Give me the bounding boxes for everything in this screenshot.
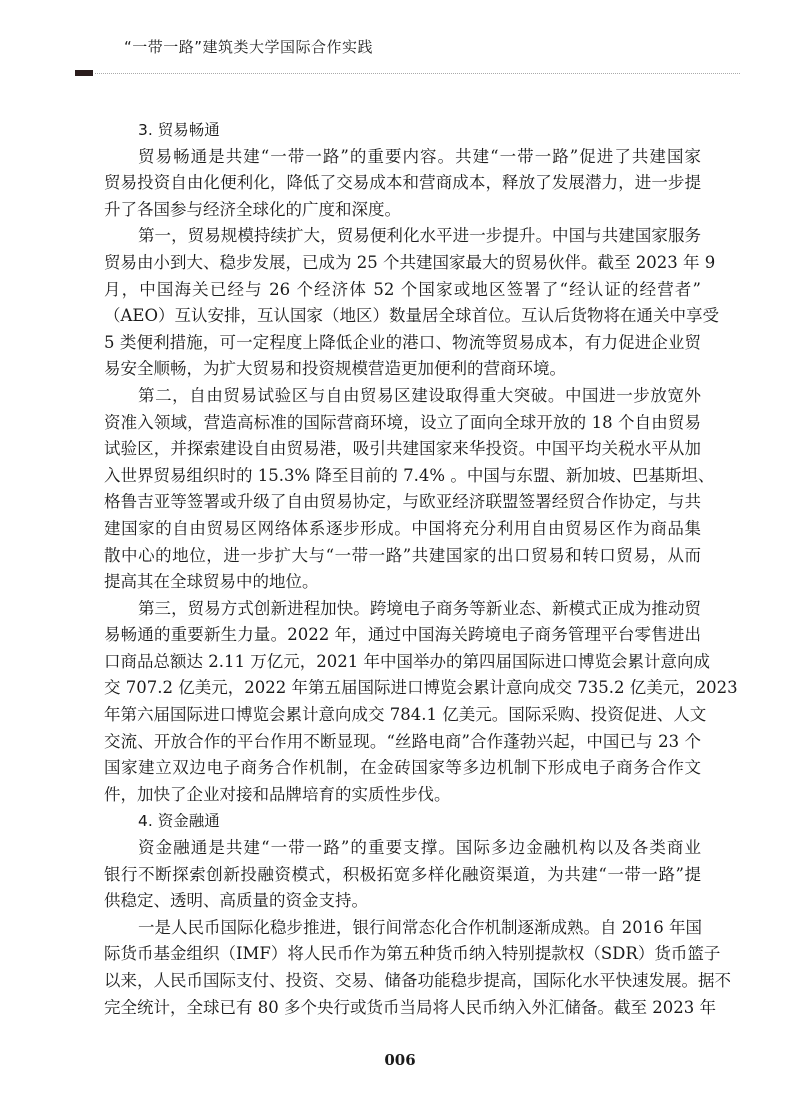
text-line: 件，加快了企业对接和品牌培育的实质性步伐。 <box>104 784 451 804</box>
body-text <box>104 117 738 1021</box>
text-line: 贸易由小到大、稳步发展，已成为 25 个共建国家最大的贸易伙伴。截至 2023 年 9 <box>104 252 716 272</box>
paragraph <box>104 223 719 383</box>
text-line: 际货币基金组织（IMF）将人民币作为第五种货币纳入特别提款权（SDR）货币篮子 <box>104 944 721 964</box>
text-line: 交 707.2 亿美元，2022 年第五届国际进口博览会累计意向成交 735.2 亿美元，2023 <box>104 678 738 698</box>
text-line: 散中心的地位，进一步扩大与“一带一路”共建国家的出口贸易和转口贸易，从而 <box>104 545 701 565</box>
text-line: 易畅通的重要新生力量。2022 年，通过中国海关跨境电子商务管理平台零售进出 <box>104 625 701 645</box>
text-line: 第一，贸易规模持续扩大，贸易便利化水平进一步提升。中国与共建国家服务 <box>138 226 701 246</box>
text-line: 升了各国参与经济全球化的广度和深度。 <box>104 199 401 219</box>
text-line: 国家建立双边电子商务合作机制，在金砖国家等多边机制下形成电子商务合作文 <box>104 758 701 778</box>
text-line: 贸易畅通是共建“一带一路”的重要内容。共建“一带一路”促进了共建国家 <box>138 146 701 166</box>
text-line: 口商品总额达 2.11 万亿元，2021 年中国举办的第四届国际进口博览会累计意向成 <box>104 651 710 671</box>
text-line: 完全统计，全球已有 80 多个央行或货币当局将人民币纳入外汇储备。截至 2023 年 <box>104 997 716 1017</box>
text-line: 第二，自由贸易试验区与自由贸易区建设取得重大突破。中国进一步放宽外 <box>138 385 701 405</box>
text-line: 入世界贸易组织时的 15.3% 降至目前的 7.4% 。中国与东盟、新加坡、巴基斯坦、 <box>104 465 715 485</box>
text-line: 供稳定、透明、高质量的资金支持。 <box>104 891 368 911</box>
section-heading: 4. 资金融通 <box>138 812 220 831</box>
text-line: 建国家的自由贸易区网络体系逐步形成。中国将充分利用自由贸易区作为商品集 <box>104 518 701 538</box>
header-dotted-rule <box>95 73 740 74</box>
paragraph <box>104 596 738 809</box>
text-line: 贸易投资自由化便利化，降低了交易成本和营商成本，释放了发展潜力，进一步提 <box>104 173 701 193</box>
paragraph <box>104 144 701 224</box>
text-line: 交流、开放合作的平台作用不断显现。“丝路电商”合作蓬勃兴起，中国已与 23 个 <box>104 731 701 751</box>
running-header-title: “一带一路”建筑类大学国际合作实践 <box>124 38 374 56</box>
header-bar-decoration <box>75 70 93 76</box>
text-line: 提高其在全球贸易中的地位。 <box>104 572 319 592</box>
section-heading: 3. 贸易畅通 <box>138 121 220 139</box>
text-line: 月，中国海关已经与 26 个经济体 52 个国家或地区签署了“经认证的经营者” <box>104 279 701 299</box>
text-line: 第三，贸易方式创新进程加快。跨境电子商务等新业态、新模式正成为推动贸 <box>138 598 701 618</box>
text-line: 以来，人民币国际支付、投资、交易、储备功能稳步提高，国际化水平快速发展。据不 <box>104 971 731 990</box>
text-line: 年第六届国际进口博览会累计意向成交 784.1 亿美元。国际采购、投资促进、人文 <box>104 705 707 725</box>
text-line: 资准入领域，营造高标准的国际营商环境，设立了面向全球开放的 18 个自由贸易 <box>104 412 701 432</box>
text-line: 一是人民币国际化稳步推进，银行间常态化合作机制逐渐成熟。自 2016 年国 <box>138 917 702 937</box>
text-line: 5 类便利措施，可一定程度上降低企业的港口、物流等贸易成本，有力促进企业贸 <box>104 332 701 352</box>
paragraph <box>104 383 715 596</box>
paragraph <box>104 915 731 1021</box>
text-line: 易安全顺畅，为扩大贸易和投资规模营造更加便利的营商环境。 <box>104 359 566 379</box>
text-line: 试验区，并探索建设自由贸易港，吸引共建国家来华投资。中国平均关税水平从加 <box>104 439 701 459</box>
text-line: 资金融通是共建“一带一路”的重要支撑。国际多边金融机构以及各类商业 <box>138 838 701 858</box>
text-line: 银行不断探索创新投融资模式，积极拓宽多样化融资渠道，为共建“一带一路”提 <box>104 864 701 884</box>
text-line: 格鲁吉亚等签署或升级了自由贸易协定，与欧亚经济联盟签署经贸合作协定，与共 <box>104 492 701 512</box>
text-line: （AEO）互认安排，互认国家（地区）数量居全球首位。互认后货物将在通关中享受 <box>104 306 719 326</box>
paragraph <box>104 835 701 915</box>
page-number: 006 <box>384 1051 416 1069</box>
